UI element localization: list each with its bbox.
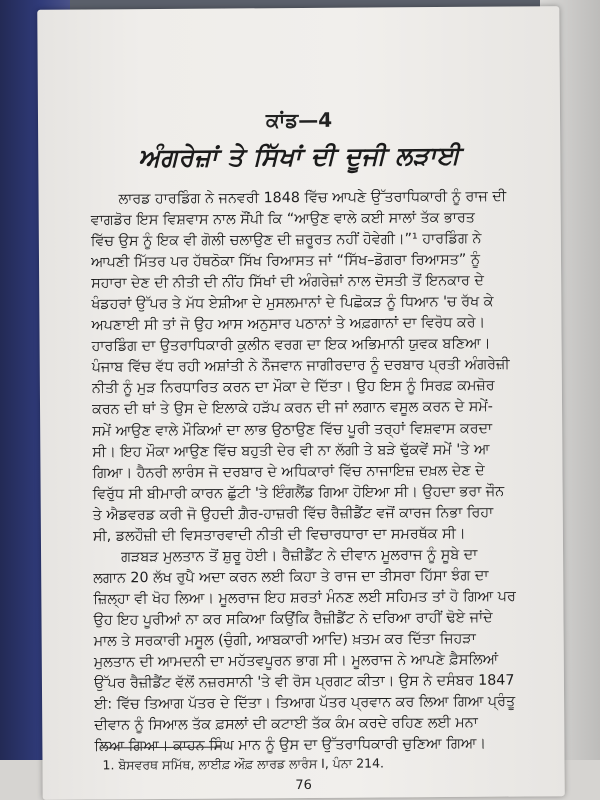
text-line: ਸਹਾਰਾ ਦੇਣ ਦੀ ਨੀਤੀ ਦੀ ਨੀਂਹ ਸਿੱਖਾਂ ਦੀ ਅੰਗਰੇਜ਼ਾਂ ਨਾਲ ਦੋਸਤੀ ਤੋਂ ਇਨਕਾਰ ਦੇ — [91, 272, 484, 292]
footnote: 1. ਬੋਸਵਰਥ ਸਮਿੱਥ, ਲਾਈਫ਼ ਔਫ਼ ਲਾਰਡ ਲਾਰੰਸ I, ਪੰਨਾ 214. — [102, 755, 385, 773]
text-line: ਵਾਗਡੋਰ ਇਸ ਵਿਸ਼ਵਾਸ ਨਾਲ ਸੌਂਪੀ ਕਿ “ਆਉਣ ਵਾਲੇ ਕਈ ਸਾਲਾਂ ਤੱਕ ਭਾਰਤ — [90, 209, 476, 229]
text-line: ਸਮੇਂ ਆਉਣ ਵਾਲੇ ਮੌਕਿਆਂ ਦਾ ਲਾਭ ਉਠਾਉਣ ਵਿੱਚ ਪੂਰੀ ਤਰ੍ਹਾਂ ਵਿਸ਼ਵਾਸ ਕਰਦਾ — [92, 420, 493, 439]
text-line: ਹਾਰਡਿੰਗ ਦਾ ਉਤਰਾਧਿਕਾਰੀ ਕੁਲੀਨ ਵਰਗ ਦਾ ਇਕ ਅਭਿਮਾਨੀ ਯੁਵਕ ਬਣਿਆ। — [91, 336, 491, 355]
text-line: ਜ਼ਿਲ੍ਹਾ ਵੀ ਖੋਹ ਲਿਆ। ਮੂਲਰਾਜ ਇਹ ਸ਼ਰਤਾਂ ਮੰਨਣ ਲਈ ਸਹਿਮਤ ਤਾਂ ਹੋ ਗਿਆ ਪਰ — [93, 588, 516, 608]
text-line: ਨੀਤੀ ਨੂੰ ਮੁੜ ਨਿਰਧਾਰਿਤ ਕਰਨ ਦਾ ਮੌਕਾ ਦੇ ਦਿੱਤਾ। ਉਹ ਇਸ ਨੂੰ ਸਿਰਫ਼ ਕਮਜ਼ੋਰ — [91, 378, 495, 397]
text-line: ਮਾਲ ਤੇ ਸਰਕਾਰੀ ਮਸੂਲ (ਚੁੰਗੀ, ਆਬਕਾਰੀ ਆਦਿ) ਖ਼ਤਮ ਕਰ ਦਿੱਤਾ ਜਿਹੜਾ — [93, 630, 476, 650]
text-line: ਵਿੱਚ ਉਸ ਨੂੰ ਇਕ ਵੀ ਗੋਲੀ ਚਲਾਉਣ ਦੀ ਜ਼ਰੂਰਤ ਨਹੀਂ ਹੋਵੇਗੀ।”¹ ਹਾਰਡਿੰਗ ਨੇ — [90, 230, 482, 250]
text-line: ਲਾਰਡ ਹਾਰਡਿੰਗ ਨੇ ਜਨਵਰੀ 1848 ਵਿੱਚ ਆਪਣੇ ਉੱਤਰਾਧਿਕਾਰੀ ਨੂੰ ਰਾਜ ਦੀ — [118, 188, 507, 208]
chapter-number: ਕਾਂਡ—4 — [265, 107, 333, 133]
text-line: ਗਿਆ। ਹੈਨਰੀ ਲਾਰੰਸ ਜੋ ਦਰਬਾਰ ਦੇ ਅਧਿਕਾਰਾਂ ਵਿੱਚ ਨਾਜਾਇਜ਼ ਦਖ਼ਲ ਦੇਣ ਦੇ — [92, 462, 485, 482]
text-line: ਤੇ ਐਡਵਰਡ ਕਰੀ ਜੋ ਉਹਦੀ ਗ਼ੈਰ-ਹਾਜ਼ਰੀ ਵਿੱਚ ਰੈਜ਼ੀਡੈਂਟ ਵਜੋਂ ਕਾਰਜ ਨਿਭਾ ਰਿਹਾ — [92, 504, 494, 524]
text-line: ਲਗਾਨ 20 ਲੱਖ ਰੁਪੈ ਅਦਾ ਕਰਨ ਲਈ ਕਿਹਾ ਤੇ ਰਾਜ ਦਾ ਤੀਸਰਾ ਹਿੱਸਾ ਝੰਗ ਦਾ — [93, 567, 489, 587]
text-line: ਵਿਰੁੱਧ ਸੀ ਬੀਮਾਰੀ ਕਾਰਨ ਛੁੱਟੀ 'ਤੇ ਇੰਗਲੈਂਡ ਗਿਆ ਹੋਇਆ ਸੀ। ਉਹਦਾ ਭਰਾ ਜੌਨ — [92, 483, 505, 503]
text-line: ਉੱਪਰ ਰੈਜ਼ੀਡੈਂਟ ਵੱਲੋਂ ਨਜ਼ਰਸਾਨੀ 'ਤੇ ਵੀ ਰੋਸ ਪ੍ਰਗਟ ਕੀਤਾ। ਉਸ ਨੇ ਦਸੰਬਰ 1847 — [93, 672, 515, 692]
text-line: ਸੀ। ਇਹ ਮੌਕਾ ਆਉਣ ਵਿੱਚ ਬਹੁਤੀ ਦੇਰ ਵੀ ਨਾ ਲੱਗੀ ਤੇ ਬੜੇ ਢੁੱਕਵੇਂ ਸਮੇਂ 'ਤੇ ਆ — [92, 441, 490, 461]
text-line: ਗੜਬੜ ਮੁਲਤਾਨ ਤੋਂ ਸ਼ੁਰੂ ਹੋਈ। ਰੈਜ਼ੀਡੈਂਟ ਨੇ ਦੀਵਾਨ ਮੂਲਰਾਜ ਨੂੰ ਸੂਬੇ ਦਾ — [121, 546, 478, 566]
text-line: ਕਰਨ ਦੀ ਥਾਂ ਤੇ ਉਸ ਦੇ ਇਲਾਕੇ ਹੜੱਪ ਕਰਨ ਦੀ ਜਾਂ ਲਗਾਨ ਵਸੂਲ ਕਰਨ ਦੇ ਸਮੇਂ- — [91, 399, 494, 418]
text-line: ਸੀ, ਡਲਹੌਜ਼ੀ ਦੀ ਵਿਸਤਾਰਵਾਦੀ ਨੀਤੀ ਦੀ ਵਿਚਾਰਧਾਰਾ ਦਾ ਸਮਰਥੱਕ ਸੀ। — [92, 525, 466, 545]
text-line: ਪੰਜਾਬ ਵਿੱਚ ਵੱਧ ਰਹੀ ਅਸ਼ਾਂਤੀ ਨੇ ਨੌਜਵਾਨ ਜਾਗੀਰਦਾਰ ਨੂੰ ਦਰਬਾਰ ਪ੍ਰਤੀ ਅੰਗਰੇਜ਼ੀ — [91, 356, 510, 376]
text-line: ਈ: ਵਿੱਚ ਤਿਆਗ ਪੱਤਰ ਦੇ ਦਿੱਤਾ। ਤਿਆਗ ਪੱਤਰ ਪ੍ਰਵਾਨ ਕਰ ਲਿਆ ਗਿਆ ਪ੍ਰੰਤੂ — [94, 693, 516, 713]
chapter-title: ਅੰਗਰੇਜ਼ਾਂ ਤੇ ਸਿੱਖਾਂ ਦੀ ਦੂਜੀ ਲੜਾਈ — [138, 140, 461, 173]
text-line: ਆਪਣੀ ਮਿੱਤਰ ਪਰ ਹੱਥਠੋਕਾ ਸਿੱਖ ਰਿਆਸਤ ਜਾਂ “ਸਿੱਖ–ਡੋਗਰਾ ਰਿਆਸਤ” ਨੂੰ — [90, 251, 481, 271]
page-number: 76 — [295, 777, 312, 794]
body-text — [91, 186, 550, 757]
text-line: ਮੁਲਤਾਨ ਦੀ ਆਮਦਨੀ ਦਾ ਮਹੱਤਵਪੂਰਨ ਭਾਗ ਸੀ। ਮੂਲਰਾਜ ਨੇ ਆਪਣੇ ਫ਼ੈਸਲਿਆਂ — [93, 651, 499, 671]
text-line: ਲਿਆ ਗਿਆ। ਕਾਹਨ ਸਿੰਘ ਮਾਨ ਨੂੰ ਉਸ ਦਾ ਉੱਤਰਾਧਿਕਾਰੀ ਚੁਣਿਆ ਗਿਆ। — [94, 735, 487, 755]
text-line: ਖੰਡਹਰਾਂ ਉੱਪਰ ਤੇ ਮੱਧ ਏਸ਼ੀਆ ਦੇ ਮੁਸਲਮਾਨਾਂ ਦੇ ਪਿਛੋਕੜ ਨੂੰ ਧਿਆਨ 'ਚ ਰੱਖ ਕੇ — [91, 293, 494, 313]
book-page — [37, 6, 565, 800]
text-line: ਅਪਣਾਈ ਸੀ ਤਾਂ ਜੋ ਉਹ ਆਸ ਅਨੁਸਾਰ ਪਠਾਨਾਂ ਤੇ ਅਫ਼ਗਾਨਾਂ ਦਾ ਵਿਰੋਧ ਕਰੇ। — [91, 314, 486, 334]
text-line: ਉਹ ਇਹ ਪੂਰੀਆਂ ਨਾ ਕਰ ਸਕਿਆ ਕਿਉਂਕਿ ਰੈਜ਼ੀਡੈਂਟ ਨੇ ਦਰਿਆ ਰਾਹੀਂ ਢੋਏ ਜਾਂਦੇ — [93, 609, 493, 629]
text-line: ਦੀਵਾਨ ਨੂੰ ਸਿਆਲ ਤੱਕ ਫ਼ਸਲਾਂ ਦੀ ਕਟਾਈ ਤੱਕ ਕੰਮ ਕਰਦੇ ਰਹਿਣ ਲਈ ਮਨਾ — [94, 714, 478, 734]
